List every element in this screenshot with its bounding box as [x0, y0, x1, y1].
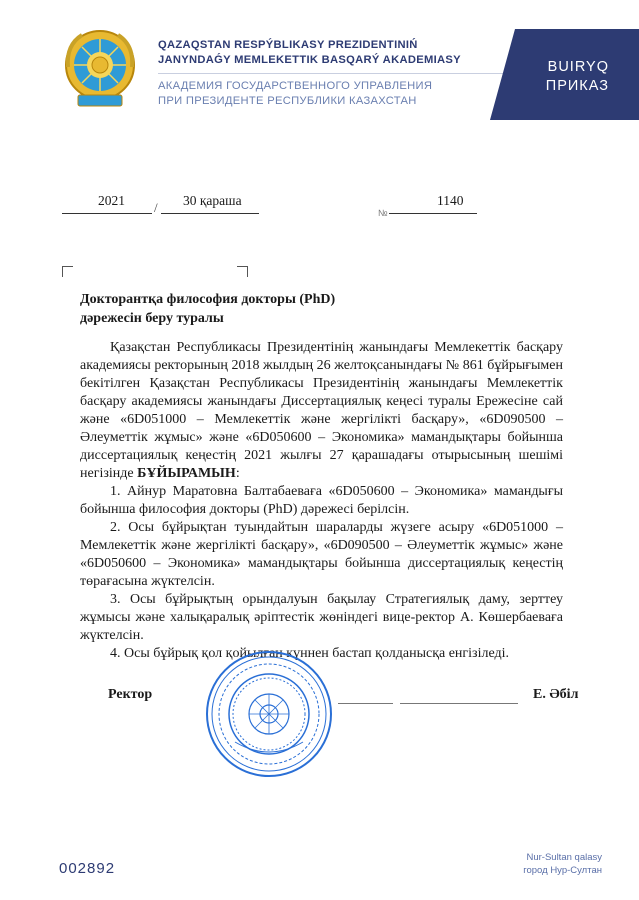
order-colon: : — [235, 466, 240, 481]
order-title-line1: Докторантқа философия докторы (PhD) — [80, 292, 336, 307]
org-name-latin — [158, 38, 461, 68]
order-number: 1140 — [437, 193, 464, 208]
org-name-russian — [158, 79, 432, 109]
city-latin: Nur-Sultan qalasy — [526, 852, 602, 863]
number-underline — [389, 213, 477, 214]
order-item-1: 1. Айнур Маратовна Балтабаеваға «6D050600 – Экономика» мамандығы бойынша философия докторы (PhD) дәрежесі берілсін. — [80, 484, 563, 517]
document-serial-number: 002892 — [59, 860, 116, 877]
order-item-3: 3. Осы бұйрықтың орындалуын бақылау Стратегиялық даму, зерттеу жұмысы және халықаралық әріптестік жөніндегі вице-ректор А. Көшербаеваға жүктелсін. — [80, 592, 563, 643]
order-badge — [490, 29, 639, 120]
official-seal — [205, 650, 333, 778]
order-date: 30 қараша — [183, 193, 242, 208]
order-title-line2: дәрежесін беру туралы — [80, 311, 224, 326]
signature-dash-2 — [400, 703, 518, 704]
order-year: 2021 — [98, 193, 125, 208]
title-corner-right — [237, 266, 248, 277]
city-russian: город Нур-Султан — [523, 865, 602, 876]
title-corner-left — [62, 266, 73, 277]
date-separator: / — [154, 200, 158, 215]
signatory-position: Ректор — [108, 687, 153, 702]
org-name-russian-line1: АКАДЕМИЯ ГОСУДАРСТВЕННОГО УПРАВЛЕНИЯ — [158, 80, 433, 92]
preamble-text: Қазақстан Республикасы Президентінің жанындағы Мемлекеттік басқару академиясы ректорының 2018 жылдың 26 желтоқсанындағы № 861 бұйрығымен бекітілген Қазақстан Республикасы Президентінің жанындағы Мемлекеттік басқару академиясы жанындағы Диссертациялық кеңесі туралы Ережесіне сай және «6D051000 – Мемлекеттік және жергілікті басқару», «6D090500 – Әлеуметтік жұмыс» және «6D050600 – Экономика» мамандықтары бойынша диссертациялық кеңестің 2021 жылғы 27 қарашадағы отырысының шешімі негізінде — [80, 340, 563, 481]
org-name-latin-line2: JANYNDAǴY MEMLEKETTIK BASQARÝ AKADEMIASY — [158, 54, 461, 66]
badge-latin: BUIRYQ — [547, 59, 609, 75]
header-divider — [158, 73, 508, 74]
state-emblem — [62, 27, 138, 111]
date-underline — [161, 213, 259, 214]
preamble-paragraph — [80, 339, 563, 483]
city-label — [523, 851, 602, 877]
org-name-latin-line1: QAZAQSTAN RESPÝBLIKASY PREZIDENTINIŃ — [158, 39, 418, 51]
signatory-name: Е. Әбіл — [533, 687, 579, 702]
order-word: БҰЙЫРАМЫН — [137, 466, 236, 481]
order-item-2: 2. Осы бұйрықтан туындайтын шараларды жүзеге асыру «6D051000 – Мемлекеттік және жергілікті басқару», «6D090500 – Әлеуметтік жұмыс» және «6D050600 – Экономика» мамандықтары бойынша диссертациялық кеңестің төрағасына жүктелсін. — [80, 520, 563, 589]
number-sign: № — [378, 208, 388, 218]
badge-russian: ПРИКАЗ — [545, 78, 609, 94]
signature-dash-1 — [338, 703, 393, 704]
order-title — [80, 290, 335, 328]
year-underline — [62, 213, 152, 214]
org-name-russian-line2: ПРИ ПРЕЗИДЕНТЕ РЕСПУБЛИКИ КАЗАХСТАН — [158, 95, 417, 107]
order-item-4: 4. Осы бұйрық қол қойылған күннен бастап қолданысқа енгізіледі. — [110, 646, 509, 661]
order-body — [80, 339, 563, 663]
